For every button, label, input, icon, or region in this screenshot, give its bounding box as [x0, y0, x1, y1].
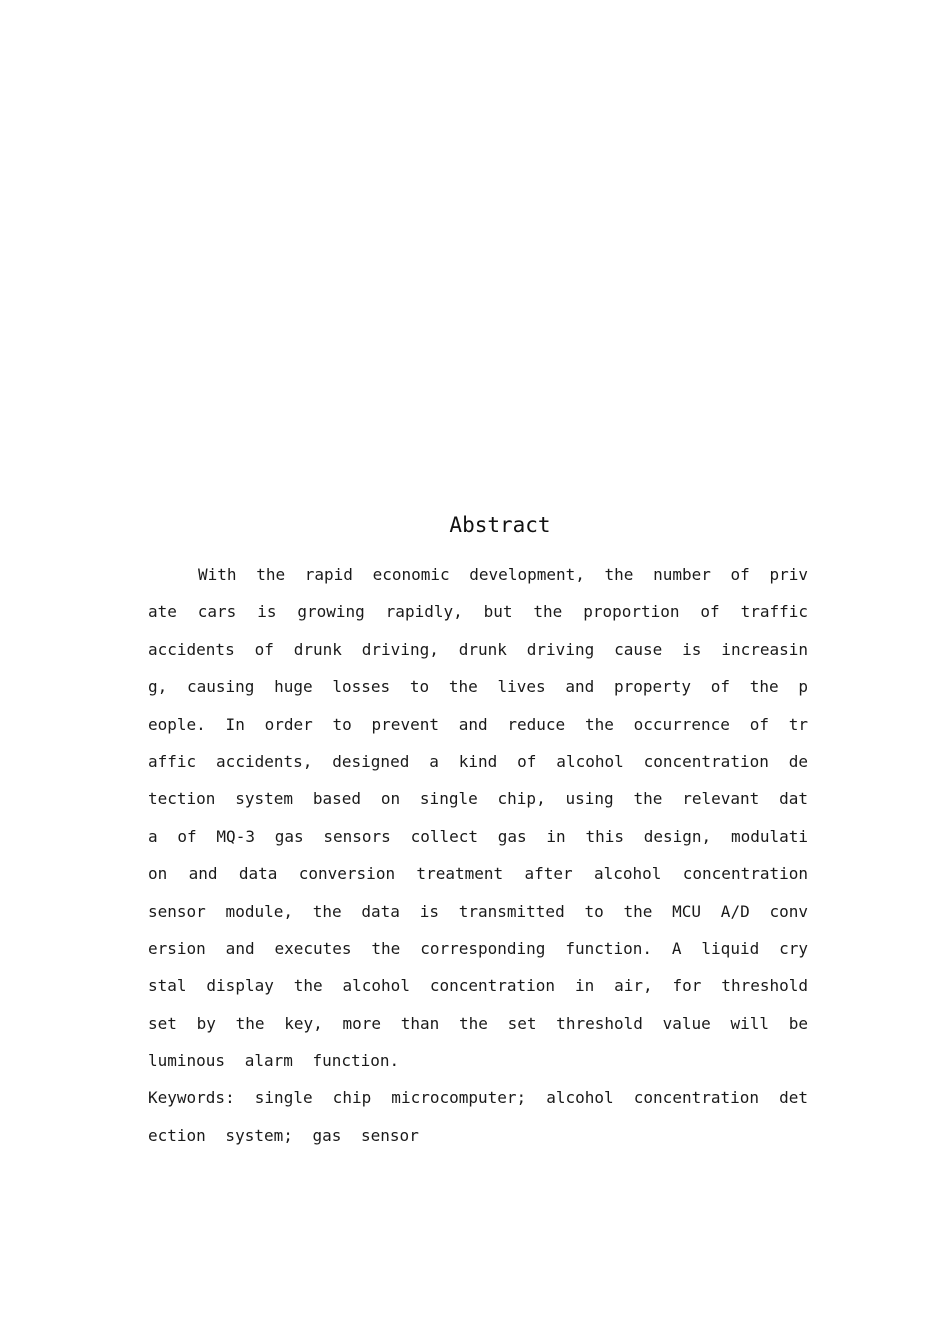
abstract-line: ersion and executes the corresponding function. A liquid cry: [148, 938, 808, 958]
abstract-line: accidents of drunk driving, drunk driving cause is increasin: [148, 639, 808, 659]
keywords-line: Keywords: single chip microcomputer; alcohol concentration det: [148, 1088, 808, 1108]
abstract-line: on and data conversion treatment after alcohol concentration: [148, 864, 808, 884]
abstract-line: sensor module, the data is transmitted to the MCU A/D conv: [148, 901, 808, 921]
abstract-title: Abstract: [449, 513, 551, 537]
abstract-line: tection system based on single chip, using the relevant dat: [148, 789, 808, 809]
abstract-line: affic accidents, designed a kind of alcohol concentration de: [148, 751, 808, 771]
abstract-line: With the rapid economic development, the number of priv: [198, 565, 808, 584]
abstract-line: g, causing huge losses to the lives and property of the p: [148, 677, 808, 697]
abstract-body: [148, 556, 808, 1154]
abstract-line: set by the key, more than the set threshold value will be: [148, 1013, 808, 1033]
keywords-line: ection system; gas sensor: [148, 1125, 419, 1145]
abstract-line: a of MQ-3 gas sensors collect gas in this design, modulati: [148, 826, 808, 846]
abstract-line: stal display the alcohol concentration in air, for threshold: [148, 976, 808, 996]
abstract-line: eople. In order to prevent and reduce the occurrence of tr: [148, 714, 808, 734]
abstract-line: ate cars is growing rapidly, but the proportion of traffic: [148, 602, 808, 622]
abstract-line: luminous alarm function.: [148, 1051, 400, 1071]
